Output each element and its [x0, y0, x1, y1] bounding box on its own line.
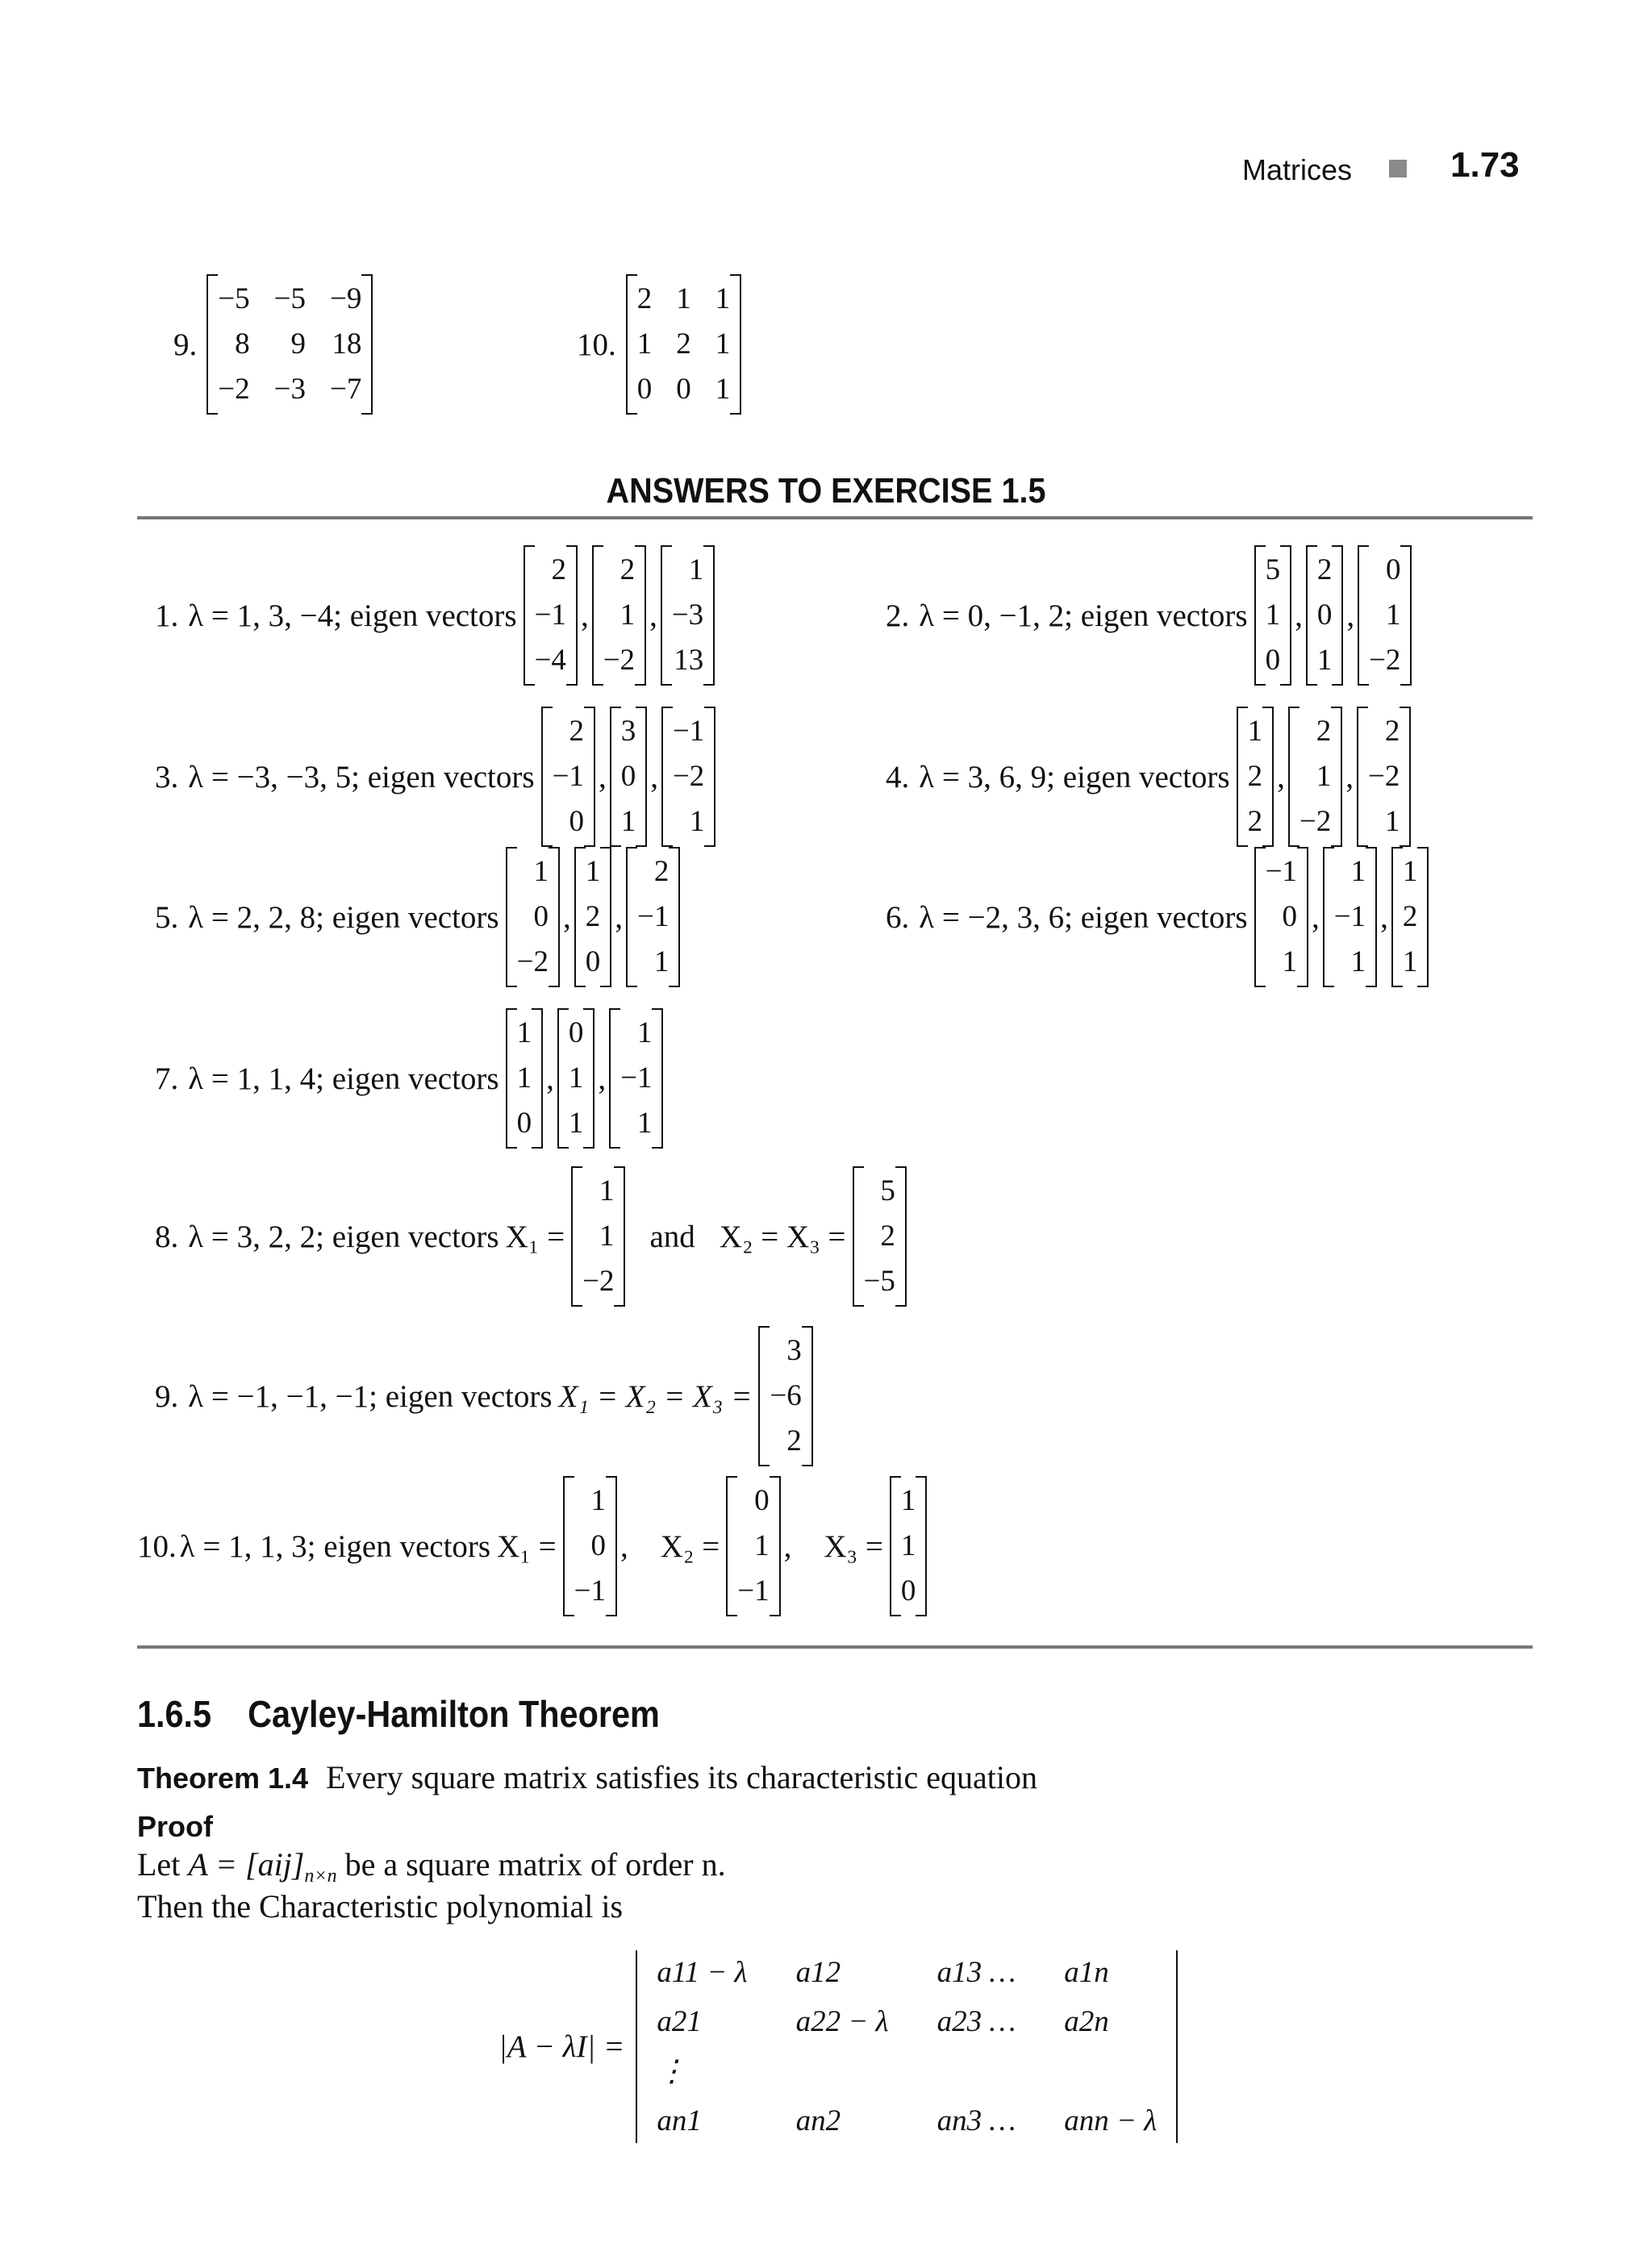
answer-text: λ = 2, 2, 8; eigen vectors — [188, 899, 499, 935]
matrix-cell: 0 — [1316, 598, 1333, 632]
matrix-cell: 1 — [715, 373, 731, 406]
matrix-cell: 1 — [1384, 805, 1400, 838]
eigen-vector — [506, 1008, 544, 1149]
matrix-cell: −1 — [1333, 900, 1366, 933]
matrix-cell: 1 — [1316, 644, 1333, 677]
answer-text: λ = 1, 1, 3; eigen vectors — [179, 1528, 491, 1564]
matrix-cell: 2 — [1384, 715, 1400, 748]
vector — [890, 1476, 928, 1616]
eigen-vector — [610, 707, 648, 847]
matrix-cell: 2 — [636, 282, 653, 315]
matrix-cell: 18 — [332, 327, 362, 361]
matrix-cell: 2 — [551, 553, 566, 586]
matrix-cell: 1 — [689, 805, 705, 838]
proof-line-2: Then the Characteristic polynomial is — [137, 1888, 624, 1924]
matrix-cell: 1 — [1402, 945, 1418, 978]
answer-label: 6. — [886, 899, 910, 935]
matrix-cell: 2 — [585, 900, 601, 933]
matrix-cell: 1 — [585, 855, 601, 888]
matrix-cell: −3 — [273, 373, 306, 406]
matrix-cell: 1 — [688, 553, 704, 586]
eigen-vector — [1323, 847, 1377, 987]
vector-name: X₂ = — [660, 1528, 720, 1564]
answer-8 — [155, 1166, 907, 1307]
page-number: 1.73 — [1450, 145, 1520, 185]
matrix-cell: 1 — [636, 1016, 653, 1049]
determinant — [636, 1950, 1178, 2143]
matrix-cell: 2 — [1247, 805, 1263, 838]
proof-line-1: Let $A = [aij]_{n\times n}$ be a square matrix of order n. — [137, 1846, 726, 1887]
determinant-cell: a22 − λ — [795, 2005, 889, 2038]
matrix-cell: 1 — [1350, 855, 1366, 888]
eigen-vector — [1391, 847, 1429, 987]
answer-label: 7. — [155, 1061, 179, 1096]
matrix-cell: 2 — [880, 1220, 895, 1253]
answer-3: 3. λ = −3, −3, 5; eigen vectors 2 −1 0 , 3 0 1 , −1 −2 1 — [155, 707, 715, 847]
answer-label: 5. — [155, 899, 179, 935]
characteristic-determinant — [499, 1950, 1178, 2143]
answer-text: λ = 3, 2, 2; eigen vectors — [188, 1219, 499, 1254]
matrix — [626, 274, 742, 415]
top-rule — [137, 516, 1533, 519]
matrix-cell: 1 — [1282, 945, 1297, 978]
eigen-vector — [524, 545, 578, 686]
matrix-cell: 13 — [674, 644, 704, 677]
matrix-cell: 2 — [1402, 900, 1418, 933]
matrix-cell: 1 — [620, 805, 636, 838]
matrix-cell: 0 — [533, 900, 549, 933]
answer-label: 2. — [886, 598, 910, 633]
matrix-cell: 0 — [676, 373, 691, 406]
matrix-cell: 2 — [1316, 715, 1332, 748]
eigen-vector — [557, 1008, 595, 1149]
matrix-cell: 1 — [676, 282, 691, 315]
eigen-vector — [541, 707, 595, 847]
answer-text: λ = 0, −1, 2; eigen vectors — [919, 598, 1248, 633]
matrix-cell: −5 — [273, 282, 306, 315]
vector — [853, 1166, 907, 1307]
matrix-cell: −5 — [218, 282, 250, 315]
matrix-cell: −1 — [534, 598, 566, 632]
matrix-cell: 1 — [636, 1107, 653, 1140]
matrix-cell: −2 — [1299, 805, 1332, 838]
eigen-vector — [661, 707, 715, 847]
eigen-vector — [506, 847, 560, 987]
exercise-9 — [173, 274, 373, 415]
matrix-cell: 0 — [590, 1529, 606, 1562]
determinant-cell: ⋮ — [657, 2055, 687, 2088]
matrix-cell: 3 — [620, 715, 636, 748]
eigen-vector — [1288, 707, 1342, 847]
eigen-vector — [592, 545, 646, 686]
matrix-cell: 1 — [900, 1529, 916, 1562]
determinant-cell: an3 … — [937, 2104, 1016, 2137]
matrix-cell: −1 — [552, 760, 584, 793]
matrix-cell: 5 — [880, 1174, 895, 1207]
theorem-text: Every square matrix satisfies its characteristic equation — [326, 1759, 1037, 1795]
matrix-cell: −2 — [516, 945, 549, 978]
eigen-vector — [626, 847, 680, 987]
vector — [726, 1476, 780, 1616]
vector — [758, 1326, 812, 1466]
determinant-cell — [1064, 2054, 1157, 2089]
answer-label: 9. — [155, 1378, 179, 1414]
eigen-vector — [661, 545, 715, 686]
answer-text: λ = 3, 6, 9; eigen vectors — [919, 759, 1230, 794]
vector-name: X₃ = — [824, 1528, 883, 1564]
matrix-cell: 0 — [636, 373, 653, 406]
and-text: and — [649, 1219, 695, 1254]
determinant-cell: a11 − λ — [657, 1956, 748, 1989]
determinant-cell: a21 — [657, 2005, 702, 2038]
matrix-cell: −7 — [330, 373, 362, 406]
eigen-vector — [1358, 545, 1412, 686]
matrix-cell: 1 — [568, 1061, 584, 1095]
matrix-cell: 0 — [754, 1484, 770, 1517]
answer-10: 10. λ = 1, 1, 3; eigen vectors X₁ = 1 0 −1 , X₂ = 0 1 −1 , X₃ = 1 1 0 — [137, 1476, 927, 1616]
section-heading — [137, 1692, 696, 1736]
exercise-label: 9. — [173, 327, 198, 362]
matrix-cell: 0 — [568, 1016, 584, 1049]
matrix-cell: −5 — [863, 1265, 895, 1298]
matrix-cell: 2 — [1316, 553, 1333, 586]
matrix-cell: 1 — [516, 1061, 532, 1095]
matrix-cell: 2 — [569, 715, 584, 748]
matrix-cell: 0 — [1282, 900, 1297, 933]
answer-1: 1. λ = 1, 3, −4; eigen vectors 2 −1 −4 , 2 1 −2 , 1 −3 13 — [155, 545, 715, 686]
matrix-cell: 2 — [786, 1424, 802, 1457]
eigen-vector — [1357, 707, 1411, 847]
matrix-cell: −1 — [1265, 855, 1297, 888]
vector-name: X₁ = — [497, 1528, 557, 1564]
vector-name: X₁ = X₂ = X₃ = — [558, 1378, 753, 1414]
determinant-cell: a13 … — [937, 1956, 1016, 1989]
running-header-section: Matrices — [1242, 153, 1353, 186]
determinant-cell: an2 — [795, 2104, 841, 2137]
matrix-cell: 1 — [1350, 945, 1366, 978]
matrix-cell: 0 — [620, 760, 636, 793]
matrix-cell: 1 — [620, 598, 636, 632]
determinant-cell: a1n — [1064, 1956, 1109, 1989]
matrix-cell: −1 — [672, 715, 705, 748]
matrix-cell: 0 — [1385, 553, 1401, 586]
matrix-cell: −2 — [672, 760, 705, 793]
matrix-cell: 0 — [1265, 644, 1281, 677]
determinant-cell: a12 — [795, 1956, 841, 1989]
matrix-cell: 2 — [620, 553, 636, 586]
vector-name: X₁ = — [505, 1219, 565, 1254]
matrix-cell: 1 — [715, 327, 731, 361]
exercise-10 — [577, 274, 741, 415]
vector — [563, 1476, 617, 1616]
matrix-cell: −1 — [574, 1574, 606, 1608]
section-title: Cayley-Hamilton Theorem — [248, 1693, 660, 1735]
answers-title: ANSWERS TO EXERCISE 1.5 — [606, 471, 1046, 511]
bottom-rule — [137, 1645, 1533, 1649]
answer-6: 6. λ = −2, 3, 6; eigen vectors −1 0 1 , 1 −1 1 , 1 2 1 — [886, 847, 1429, 987]
matrix-cell: −1 — [737, 1574, 770, 1608]
answer-text: λ = −3, −3, 5; eigen vectors — [188, 759, 535, 794]
matrix-cell: −2 — [1367, 760, 1400, 793]
matrix — [206, 274, 373, 415]
answer-5: 5. λ = 2, 2, 8; eigen vectors 1 0 −2 , 1 2 0 , 2 −1 1 — [155, 847, 680, 987]
eigen-vector — [1237, 707, 1274, 847]
determinant-cell — [796, 2054, 889, 2089]
matrix-cell: 1 — [533, 855, 549, 888]
determinant-lhs: |A − λI| = — [499, 2029, 625, 2064]
matrix-cell: 0 — [569, 805, 584, 838]
answer-text: λ = −2, 3, 6; eigen vectors — [919, 899, 1248, 935]
answer-4: 4. λ = 3, 6, 9; eigen vectors 1 2 2 , 2 1 −2 , 2 −2 1 — [886, 707, 1411, 847]
determinant-cell: ann − λ — [1064, 2104, 1158, 2137]
matrix-cell: 1 — [599, 1220, 615, 1253]
matrix-cell: 1 — [653, 945, 670, 978]
matrix-cell: 1 — [715, 282, 731, 315]
matrix-cell: 1 — [1265, 598, 1281, 632]
determinant-cell: an1 — [657, 2104, 702, 2137]
matrix-cell: −3 — [671, 598, 704, 632]
matrix-definition: A = [aij] — [188, 1846, 305, 1883]
matrix-cell: 1 — [1385, 598, 1401, 632]
eigen-vector — [574, 847, 612, 987]
matrix-cell: 1 — [636, 327, 653, 361]
answer-label: 3. — [155, 759, 179, 794]
eigen-vector — [609, 1008, 663, 1149]
matrix-cell: −1 — [620, 1061, 653, 1095]
header-square-icon — [1389, 160, 1407, 177]
eigen-vector — [1306, 545, 1344, 686]
matrix-cell: 2 — [1247, 760, 1263, 793]
theorem — [137, 1758, 1037, 1796]
answer-9 — [155, 1326, 813, 1466]
answer-2: 2. λ = 0, −1, 2; eigen vectors 5 1 0 , 2 0 1 , 0 1 −2 — [886, 545, 1412, 686]
matrix-cell: 1 — [568, 1107, 584, 1140]
matrix-cell: 0 — [516, 1107, 532, 1140]
matrix-cell: 2 — [676, 327, 691, 361]
matrix-cell: −2 — [582, 1265, 615, 1298]
answer-label: 10. — [137, 1528, 177, 1564]
matrix-cell: −4 — [534, 644, 566, 677]
answer-label: 8. — [155, 1219, 179, 1254]
matrix-cell: −9 — [330, 282, 362, 315]
answer-text: λ = 1, 3, −4; eigen vectors — [188, 598, 517, 633]
matrix-cell: 1 — [599, 1174, 615, 1207]
answer-text: λ = −1, −1, −1; eigen vectors — [188, 1378, 553, 1414]
proof-label: Proof — [137, 1810, 213, 1843]
theorem-label: Theorem 1.4 — [137, 1762, 309, 1795]
matrix-cell: 5 — [1265, 553, 1281, 586]
exercise-label: 10. — [577, 327, 616, 362]
matrix-cell: 1 — [900, 1484, 916, 1517]
answer-text: λ = 1, 1, 4; eigen vectors — [188, 1061, 499, 1096]
determinant-cell — [937, 2054, 1016, 2089]
eigen-vector — [1254, 847, 1308, 987]
matrix-cell: 1 — [1247, 715, 1263, 748]
matrix-cell: 1 — [590, 1484, 606, 1517]
matrix-cell: 0 — [585, 945, 601, 978]
determinant-cell: a23 … — [937, 2005, 1016, 2038]
matrix-cell: 9 — [290, 327, 306, 361]
matrix-cell: −2 — [218, 373, 250, 406]
matrix-cell: 1 — [516, 1016, 532, 1049]
determinant-cell: a2n — [1064, 2005, 1109, 2038]
answer-label: 1. — [155, 598, 179, 633]
section-number: 1.6.5 — [137, 1693, 212, 1735]
answer-7: 7. λ = 1, 1, 4; eigen vectors 1 1 0 , 0 1 1 , 1 −1 1 — [155, 1008, 663, 1149]
answer-label: 4. — [886, 759, 910, 794]
matrix-cell: −1 — [636, 900, 670, 933]
matrix-cell: 8 — [235, 327, 250, 361]
matrix-cell: 0 — [900, 1574, 916, 1608]
matrix-cell: 2 — [653, 855, 670, 888]
eigen-vector — [1254, 545, 1292, 686]
matrix-cell: 1 — [1402, 855, 1418, 888]
vector-name: X₂ = X₃ = — [719, 1219, 846, 1254]
vector — [571, 1166, 625, 1307]
matrix-cell: 1 — [754, 1529, 770, 1562]
matrix-cell: 3 — [786, 1334, 802, 1367]
matrix-cell: −6 — [770, 1379, 802, 1412]
matrix-cell: −2 — [603, 644, 636, 677]
matrix-cell: −2 — [1369, 644, 1401, 677]
matrix-cell: 1 — [1316, 760, 1332, 793]
